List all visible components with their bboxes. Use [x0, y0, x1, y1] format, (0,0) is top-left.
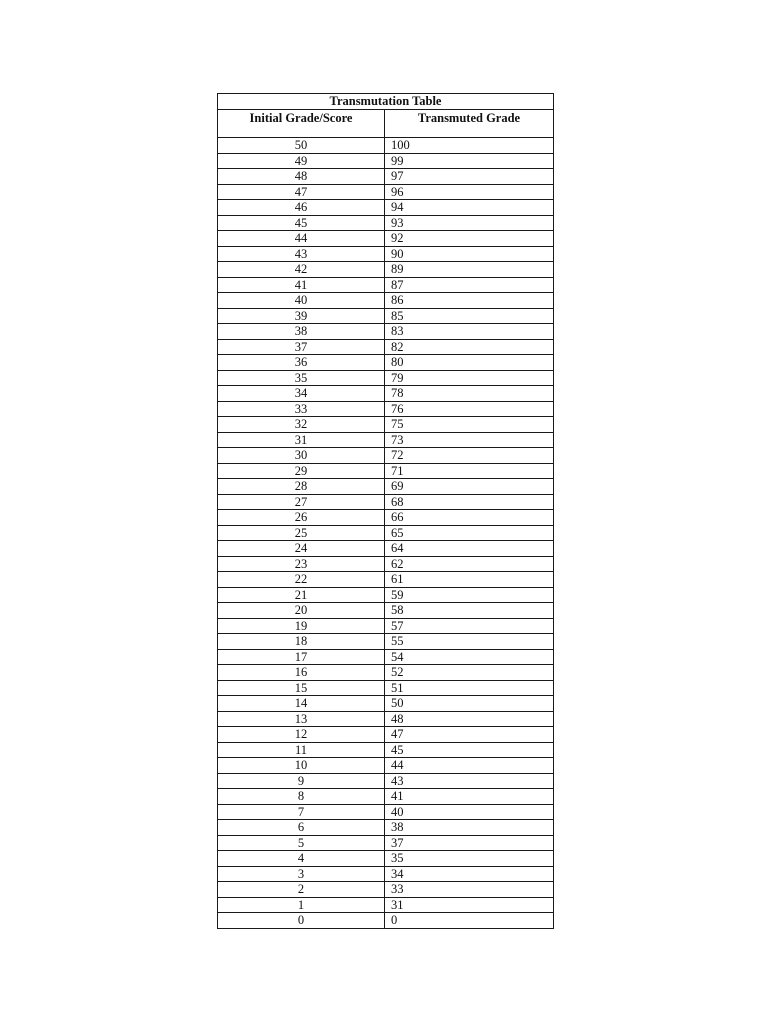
transmuted-grade-cell: 71	[385, 463, 554, 479]
table-body	[218, 138, 554, 929]
initial-score-cell: 19	[218, 618, 385, 634]
transmuted-grade-cell: 38	[385, 820, 554, 836]
transmuted-grade-cell: 0	[385, 913, 554, 929]
transmuted-grade-cell: 48	[385, 711, 554, 727]
transmuted-grade-cell: 99	[385, 153, 554, 169]
transmuted-grade-cell: 79	[385, 370, 554, 386]
transmuted-grade-cell: 83	[385, 324, 554, 340]
table-row	[218, 510, 554, 526]
transmuted-grade-cell: 44	[385, 758, 554, 774]
initial-score-cell: 37	[218, 339, 385, 355]
table-row	[218, 293, 554, 309]
initial-score-cell: 41	[218, 277, 385, 293]
transmutation-table-container	[217, 93, 553, 929]
transmuted-grade-cell: 50	[385, 696, 554, 712]
transmutation-table	[217, 93, 554, 929]
table-row	[218, 417, 554, 433]
transmuted-grade-cell: 40	[385, 804, 554, 820]
table-row	[218, 618, 554, 634]
table-row	[218, 804, 554, 820]
table-row	[218, 370, 554, 386]
initial-score-cell: 35	[218, 370, 385, 386]
table-title-row	[218, 94, 554, 110]
transmuted-grade-cell: 68	[385, 494, 554, 510]
initial-score-cell: 22	[218, 572, 385, 588]
table-row	[218, 448, 554, 464]
initial-score-cell: 25	[218, 525, 385, 541]
transmuted-grade-cell: 65	[385, 525, 554, 541]
initial-score-cell: 28	[218, 479, 385, 495]
transmuted-grade-cell: 93	[385, 215, 554, 231]
initial-score-cell: 49	[218, 153, 385, 169]
initial-score-cell: 39	[218, 308, 385, 324]
initial-score-cell: 16	[218, 665, 385, 681]
transmuted-grade-cell: 54	[385, 649, 554, 665]
initial-score-cell: 31	[218, 432, 385, 448]
table-row	[218, 835, 554, 851]
transmuted-grade-cell: 76	[385, 401, 554, 417]
table-row	[218, 882, 554, 898]
transmuted-grade-cell: 51	[385, 680, 554, 696]
transmuted-grade-cell: 96	[385, 184, 554, 200]
table-row	[218, 897, 554, 913]
table-row	[218, 494, 554, 510]
table-row	[218, 277, 554, 293]
initial-score-cell: 10	[218, 758, 385, 774]
header-initial-grade: Initial Grade/Score	[218, 110, 385, 138]
transmuted-grade-cell: 85	[385, 308, 554, 324]
table-row	[218, 587, 554, 603]
initial-score-cell: 23	[218, 556, 385, 572]
initial-score-cell: 33	[218, 401, 385, 417]
initial-score-cell: 26	[218, 510, 385, 526]
initial-score-cell: 21	[218, 587, 385, 603]
transmuted-grade-cell: 75	[385, 417, 554, 433]
table-row	[218, 680, 554, 696]
table-row	[218, 246, 554, 262]
initial-score-cell: 34	[218, 386, 385, 402]
initial-score-cell: 50	[218, 138, 385, 154]
table-row	[218, 556, 554, 572]
table-row	[218, 138, 554, 154]
initial-score-cell: 13	[218, 711, 385, 727]
transmuted-grade-cell: 61	[385, 572, 554, 588]
table-row	[218, 479, 554, 495]
table-row	[218, 153, 554, 169]
table-row	[218, 339, 554, 355]
initial-score-cell: 32	[218, 417, 385, 433]
initial-score-cell: 36	[218, 355, 385, 371]
transmuted-grade-cell: 37	[385, 835, 554, 851]
transmuted-grade-cell: 86	[385, 293, 554, 309]
initial-score-cell: 0	[218, 913, 385, 929]
table-row	[218, 262, 554, 278]
initial-score-cell: 18	[218, 634, 385, 650]
initial-score-cell: 40	[218, 293, 385, 309]
initial-score-cell: 38	[218, 324, 385, 340]
table-row	[218, 742, 554, 758]
table-row	[218, 773, 554, 789]
initial-score-cell: 1	[218, 897, 385, 913]
initial-score-cell: 5	[218, 835, 385, 851]
table-header-row	[218, 110, 554, 138]
table-row	[218, 727, 554, 743]
initial-score-cell: 17	[218, 649, 385, 665]
initial-score-cell: 47	[218, 184, 385, 200]
transmuted-grade-cell: 94	[385, 200, 554, 216]
table-row	[218, 789, 554, 805]
table-row	[218, 913, 554, 929]
table-row	[218, 215, 554, 231]
table-row	[218, 665, 554, 681]
table-row	[218, 541, 554, 557]
transmuted-grade-cell: 78	[385, 386, 554, 402]
table-row	[218, 525, 554, 541]
transmuted-grade-cell: 62	[385, 556, 554, 572]
transmuted-grade-cell: 89	[385, 262, 554, 278]
initial-score-cell: 27	[218, 494, 385, 510]
transmuted-grade-cell: 57	[385, 618, 554, 634]
transmuted-grade-cell: 34	[385, 866, 554, 882]
table-row	[218, 355, 554, 371]
table-row	[218, 572, 554, 588]
initial-score-cell: 46	[218, 200, 385, 216]
table-row	[218, 386, 554, 402]
initial-score-cell: 8	[218, 789, 385, 805]
table-row	[218, 184, 554, 200]
transmuted-grade-cell: 55	[385, 634, 554, 650]
table-row	[218, 169, 554, 185]
table-row	[218, 851, 554, 867]
transmuted-grade-cell: 90	[385, 246, 554, 262]
transmuted-grade-cell: 59	[385, 587, 554, 603]
table-row	[218, 649, 554, 665]
table-row	[218, 231, 554, 247]
transmuted-grade-cell: 73	[385, 432, 554, 448]
transmuted-grade-cell: 87	[385, 277, 554, 293]
initial-score-cell: 29	[218, 463, 385, 479]
transmuted-grade-cell: 66	[385, 510, 554, 526]
initial-score-cell: 7	[218, 804, 385, 820]
initial-score-cell: 6	[218, 820, 385, 836]
initial-score-cell: 24	[218, 541, 385, 557]
transmuted-grade-cell: 92	[385, 231, 554, 247]
initial-score-cell: 44	[218, 231, 385, 247]
table-row	[218, 432, 554, 448]
table-row	[218, 308, 554, 324]
table-row	[218, 711, 554, 727]
initial-score-cell: 12	[218, 727, 385, 743]
transmuted-grade-cell: 31	[385, 897, 554, 913]
transmuted-grade-cell: 47	[385, 727, 554, 743]
transmuted-grade-cell: 80	[385, 355, 554, 371]
transmuted-grade-cell: 69	[385, 479, 554, 495]
transmuted-grade-cell: 82	[385, 339, 554, 355]
transmuted-grade-cell: 52	[385, 665, 554, 681]
initial-score-cell: 43	[218, 246, 385, 262]
table-row	[218, 324, 554, 340]
transmuted-grade-cell: 45	[385, 742, 554, 758]
table-row	[218, 758, 554, 774]
table-row	[218, 696, 554, 712]
transmuted-grade-cell: 33	[385, 882, 554, 898]
table-row	[218, 200, 554, 216]
table-row	[218, 866, 554, 882]
initial-score-cell: 3	[218, 866, 385, 882]
initial-score-cell: 15	[218, 680, 385, 696]
table-row	[218, 634, 554, 650]
table-row	[218, 603, 554, 619]
transmuted-grade-cell: 43	[385, 773, 554, 789]
initial-score-cell: 20	[218, 603, 385, 619]
table-title: Transmutation Table	[218, 94, 554, 110]
table-row	[218, 463, 554, 479]
transmuted-grade-cell: 58	[385, 603, 554, 619]
header-transmuted-grade: Transmuted Grade	[385, 110, 554, 138]
initial-score-cell: 48	[218, 169, 385, 185]
initial-score-cell: 14	[218, 696, 385, 712]
transmuted-grade-cell: 100	[385, 138, 554, 154]
table-row	[218, 820, 554, 836]
transmuted-grade-cell: 35	[385, 851, 554, 867]
initial-score-cell: 4	[218, 851, 385, 867]
initial-score-cell: 9	[218, 773, 385, 789]
transmuted-grade-cell: 64	[385, 541, 554, 557]
transmuted-grade-cell: 72	[385, 448, 554, 464]
initial-score-cell: 2	[218, 882, 385, 898]
initial-score-cell: 11	[218, 742, 385, 758]
initial-score-cell: 45	[218, 215, 385, 231]
transmuted-grade-cell: 41	[385, 789, 554, 805]
initial-score-cell: 42	[218, 262, 385, 278]
table-row	[218, 401, 554, 417]
transmuted-grade-cell: 97	[385, 169, 554, 185]
initial-score-cell: 30	[218, 448, 385, 464]
